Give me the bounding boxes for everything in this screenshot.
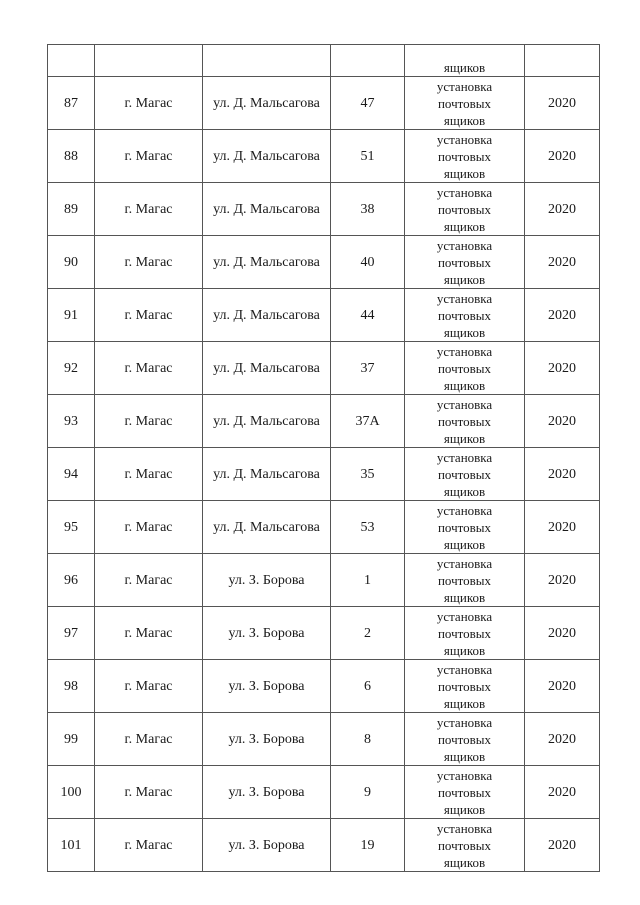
cell-work-line: установка [436, 290, 493, 306]
cell-work [405, 130, 525, 183]
cell-work-line: установка [436, 78, 493, 94]
cell-work-line: ящиков [443, 112, 486, 128]
cell-work-line: ящиков [443, 854, 486, 870]
cell-year: 2020 [525, 554, 600, 607]
cell-work-line: ящиков [443, 377, 486, 393]
cell-num: 94 [48, 448, 95, 501]
cell-num: 93 [48, 395, 95, 448]
table-row [48, 501, 600, 554]
cell-year: 2020 [525, 607, 600, 660]
cell-num: 97 [48, 607, 95, 660]
cell-work-line: почтовых [437, 572, 492, 588]
cell-num: 99 [48, 713, 95, 766]
cell-house: 8 [331, 713, 405, 766]
cell-year: 2020 [525, 448, 600, 501]
cell-work [405, 501, 525, 554]
cell-work-line: ящиков [443, 271, 486, 287]
cell-house: 51 [331, 130, 405, 183]
cell-work-line: почтовых [437, 519, 492, 535]
table-row [48, 554, 600, 607]
cell-num: 95 [48, 501, 95, 554]
table-row [48, 607, 600, 660]
cell-year: 2020 [525, 183, 600, 236]
cell-street: ул. Д. Мальсагова [203, 183, 331, 236]
cell-city: г. Магас [95, 713, 203, 766]
cell-city: г. Магас [95, 554, 203, 607]
cell-house: 35 [331, 448, 405, 501]
cell-street: ул. Д. Мальсагова [203, 501, 331, 554]
cell-work-line: установка [436, 396, 493, 412]
cell-street: ул. Д. Мальсагова [203, 342, 331, 395]
cell-work-line: установка [436, 608, 493, 624]
cell-city: г. Магас [95, 501, 203, 554]
cell-city: г. Магас [95, 342, 203, 395]
cell-house: 37 [331, 342, 405, 395]
cell-city: г. Магас [95, 289, 203, 342]
cell-street [203, 45, 331, 77]
cell-house: 1 [331, 554, 405, 607]
cell-house: 19 [331, 819, 405, 872]
cell-work [405, 766, 525, 819]
cell-work [405, 183, 525, 236]
cell-work [405, 342, 525, 395]
cell-num: 89 [48, 183, 95, 236]
cell-year: 2020 [525, 766, 600, 819]
table-body [48, 45, 600, 872]
cell-work-line: почтовых [437, 413, 492, 429]
cell-num: 96 [48, 554, 95, 607]
table-row [48, 236, 600, 289]
cell-num: 98 [48, 660, 95, 713]
cell-work-line: почтовых [437, 360, 492, 376]
cell-street: ул. Д. Мальсагова [203, 289, 331, 342]
cell-work-line: почтовых [437, 678, 492, 694]
table-row [48, 183, 600, 236]
cell-work-line: установка [436, 767, 493, 783]
cell-street: ул. Д. Мальсагова [203, 448, 331, 501]
table-row [48, 448, 600, 501]
cell-work [405, 77, 525, 130]
cell-year: 2020 [525, 236, 600, 289]
cell-work-line: установка [436, 131, 493, 147]
cell-work-line: ящиков [443, 801, 486, 817]
cell-num: 87 [48, 77, 95, 130]
continued-row [48, 45, 600, 77]
cell-city: г. Магас [95, 819, 203, 872]
cell-street: ул. Д. Мальсагова [203, 77, 331, 130]
cell-work-line: почтовых [437, 784, 492, 800]
cell-city: г. Магас [95, 660, 203, 713]
cell-street: ул. З. Борова [203, 766, 331, 819]
cell-house: 37А [331, 395, 405, 448]
cell-city: г. Магас [95, 183, 203, 236]
cell-year [525, 45, 600, 77]
cell-work [405, 395, 525, 448]
cell-house [331, 45, 405, 77]
cell-work-line: установка [436, 343, 493, 359]
cell-work-line: ящиков [443, 165, 486, 181]
cell-work-line: ящиков [443, 430, 486, 446]
cell-work-line: установка [436, 555, 493, 571]
cell-work-line: ящиков [443, 218, 486, 234]
cell-work-line: ящиков [443, 642, 486, 658]
cell-work-line: ящиков [443, 589, 486, 605]
cell-street: ул. З. Борова [203, 713, 331, 766]
cell-year: 2020 [525, 501, 600, 554]
cell-street: ул. З. Борова [203, 819, 331, 872]
table-row [48, 342, 600, 395]
table-row [48, 766, 600, 819]
cell-year: 2020 [525, 130, 600, 183]
cell-work-line: ящиков [443, 695, 486, 711]
cell-street: ул. З. Борова [203, 607, 331, 660]
cell-work-line: почтовых [437, 95, 492, 111]
table-row [48, 395, 600, 448]
cell-work-line: ящиков [443, 748, 486, 764]
cell-street: ул. Д. Мальсагова [203, 236, 331, 289]
cell-city: г. Магас [95, 448, 203, 501]
cell-house: 2 [331, 607, 405, 660]
cell-city: г. Магас [95, 766, 203, 819]
cell-work-line: установка [436, 820, 493, 836]
cell-work-line: почтовых [437, 148, 492, 164]
cell-work-line: установка [436, 237, 493, 253]
cell-year: 2020 [525, 289, 600, 342]
cell-street: ул. Д. Мальсагова [203, 130, 331, 183]
cell-work-line: ящиков [443, 483, 486, 499]
cell-num: 91 [48, 289, 95, 342]
cell-work [405, 448, 525, 501]
cell-num: 100 [48, 766, 95, 819]
table-row [48, 660, 600, 713]
table-row [48, 713, 600, 766]
cell-work [405, 819, 525, 872]
cell-house: 38 [331, 183, 405, 236]
cell-year: 2020 [525, 713, 600, 766]
cell-work [405, 660, 525, 713]
table-row [48, 289, 600, 342]
cell-work [405, 45, 525, 77]
cell-street: ул. Д. Мальсагова [203, 395, 331, 448]
cell-city: г. Магас [95, 236, 203, 289]
cell-work-line: почтовых [437, 731, 492, 747]
cell-work-line: почтовых [437, 466, 492, 482]
document-page [47, 44, 599, 872]
cell-work [405, 554, 525, 607]
cell-num: 90 [48, 236, 95, 289]
table-row [48, 130, 600, 183]
cell-work-line: ящиков [443, 536, 486, 552]
cell-work-line: почтовых [437, 837, 492, 853]
cell-work-line: почтовых [437, 201, 492, 217]
cell-work [405, 236, 525, 289]
cell-city: г. Магас [95, 77, 203, 130]
cell-num: 92 [48, 342, 95, 395]
cell-work-line: почтовых [437, 307, 492, 323]
table-row [48, 77, 600, 130]
cell-house: 40 [331, 236, 405, 289]
cell-house: 47 [331, 77, 405, 130]
cell-work-text: ящиков [443, 60, 486, 75]
cell-work-line: установка [436, 502, 493, 518]
cell-year: 2020 [525, 395, 600, 448]
cell-work [405, 713, 525, 766]
cell-city: г. Магас [95, 607, 203, 660]
cell-year: 2020 [525, 342, 600, 395]
cell-house: 9 [331, 766, 405, 819]
cell-city: г. Магас [95, 395, 203, 448]
cell-work-line: почтовых [437, 625, 492, 641]
cell-num: 88 [48, 130, 95, 183]
cell-work-line: установка [436, 184, 493, 200]
cell-num: 101 [48, 819, 95, 872]
cell-work-line: установка [436, 714, 493, 730]
cell-city [95, 45, 203, 77]
cell-work-line: установка [436, 449, 493, 465]
cell-year: 2020 [525, 660, 600, 713]
cell-work [405, 289, 525, 342]
cell-house: 53 [331, 501, 405, 554]
cell-city: г. Магас [95, 130, 203, 183]
table-row [48, 819, 600, 872]
cell-work-line: ящиков [443, 324, 486, 340]
cell-street: ул. З. Борова [203, 554, 331, 607]
cell-work [405, 607, 525, 660]
cell-street: ул. З. Борова [203, 660, 331, 713]
cell-house: 6 [331, 660, 405, 713]
cell-year: 2020 [525, 819, 600, 872]
address-table [47, 44, 600, 872]
cell-year: 2020 [525, 77, 600, 130]
cell-house: 44 [331, 289, 405, 342]
cell-num [48, 45, 95, 77]
cell-work-line: почтовых [437, 254, 492, 270]
cell-work-line: установка [436, 661, 493, 677]
